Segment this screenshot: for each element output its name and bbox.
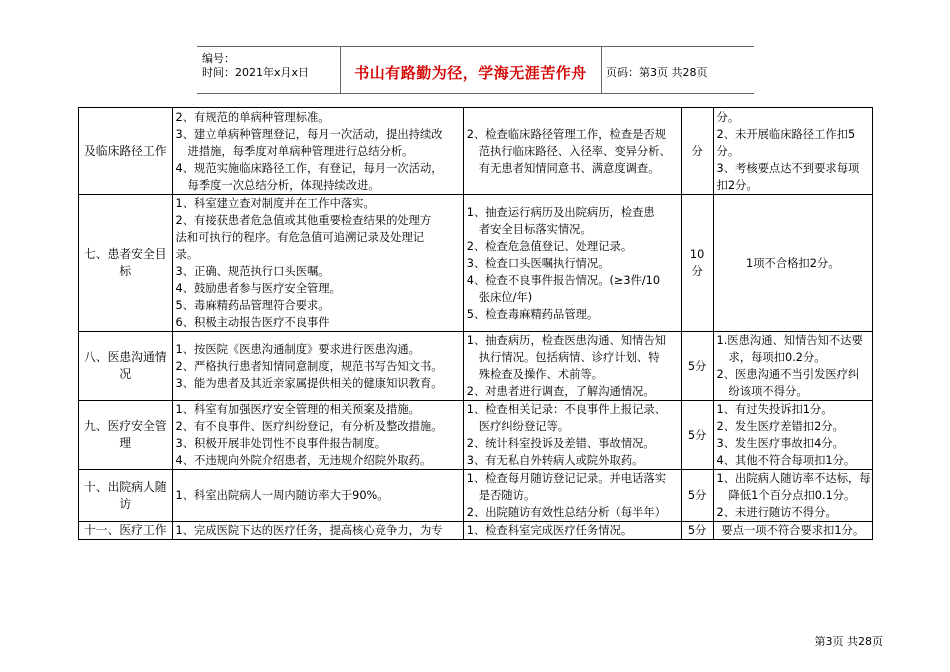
deduction-line: 1.医患沟通、知情告知不达要 bbox=[716, 334, 863, 347]
deduction-line: 1、有过失投诉扣1分。 bbox=[716, 403, 833, 416]
item-line: 七、患者安全目 bbox=[83, 247, 167, 261]
deduction-line: 扣2分。 bbox=[716, 178, 758, 192]
deduction-line: 1、出院病人随访率不达标，每 bbox=[716, 472, 871, 485]
method-line: 1、抽查运行病历及出院病历，检查患 bbox=[466, 205, 655, 219]
standard-line: 1、科室建立查对制度并在工作中落实。 bbox=[175, 197, 375, 210]
deduction-cell bbox=[713, 195, 872, 332]
method-line: 1、检查科室完成医疗任务情况。 bbox=[466, 524, 633, 537]
deduction-line: 3、发生医疗事故扣4分。 bbox=[716, 437, 844, 450]
method-line: 执行情况。包括病情、诊疗计划、特 bbox=[478, 351, 660, 364]
page-footer: 第3页 共28页 bbox=[814, 635, 883, 648]
deduction-line: 纷该项不得分。 bbox=[728, 385, 808, 398]
standard-line: 1、科室出院病人一周内随访率大于90%。 bbox=[175, 489, 389, 502]
standard-cell bbox=[172, 522, 463, 540]
standard-line: 法和可执行的程序。有危急值可追溯记录及处理记 bbox=[175, 231, 425, 244]
standard-cell bbox=[172, 108, 463, 195]
standard-line: 每季度一次总结分析，体现持续改进。 bbox=[187, 178, 380, 192]
standard-line: 2、严格执行患者知情同意制度，规范书写告知文书。 bbox=[175, 359, 443, 373]
item-line: 八、医患沟通情 bbox=[83, 350, 167, 364]
standard-line: 4、鼓励患者参与医疗安全管理。 bbox=[175, 282, 341, 295]
score-line: 分 bbox=[691, 265, 703, 278]
assessment-table-body bbox=[79, 108, 873, 540]
method-line: 5、检查毒麻精药品管理。 bbox=[466, 307, 599, 321]
method-line: 殊检查及操作、术前等。 bbox=[478, 368, 604, 381]
score-cell bbox=[681, 470, 713, 522]
deduction-cell bbox=[713, 470, 872, 522]
standard-line: 2、有规范的单病种管理标准。 bbox=[175, 110, 330, 124]
score-cell bbox=[681, 522, 713, 540]
item-line: 理 bbox=[119, 436, 132, 450]
standard-line: 1、完成医院下达的医疗任务，提高核心竞争力，为专 bbox=[175, 524, 443, 537]
deduction-line: 降低1个百分点扣0.1分。 bbox=[728, 489, 856, 502]
assessment-table bbox=[78, 107, 873, 540]
method-cell bbox=[463, 401, 681, 470]
method-line: 有无患者知情同意书、满意度调查。 bbox=[478, 161, 660, 175]
deduction-line: 求，每项扣0.2分。 bbox=[728, 351, 826, 364]
item-cell bbox=[79, 195, 173, 332]
score-cell bbox=[681, 401, 713, 470]
standard-line: 2、有接获患者危急值或其他重要检查结果的处理方 bbox=[175, 214, 432, 227]
score-cell bbox=[681, 332, 713, 401]
standard-line: 3、能为患者及其近亲家属提供相关的健康知识教育。 bbox=[175, 376, 443, 390]
method-line: 2、出院随访有效性总结分析（每半年） bbox=[466, 506, 667, 519]
standard-cell bbox=[172, 195, 463, 332]
method-line: 医疗纠纷登记等。 bbox=[478, 420, 570, 433]
standard-line: 3、积极开展非处罚性不良事件报告制度。 bbox=[175, 437, 387, 450]
standard-line: 5、毒麻精药品管理符合要求。 bbox=[175, 299, 330, 312]
standard-line: 1、科室有加强医疗安全管理的相关预案及措施。 bbox=[175, 403, 420, 416]
standard-cell bbox=[172, 401, 463, 470]
header-meta bbox=[197, 47, 341, 93]
item-line: 标 bbox=[119, 264, 132, 278]
item-cell bbox=[79, 470, 173, 522]
method-line: 1、抽查病历，检查医患沟通、知情告知 bbox=[466, 334, 667, 347]
method-line: 2、对患者进行调查，了解沟通情况。 bbox=[466, 385, 655, 398]
method-line: 2、检查临床路径管理工作，检查是否规 bbox=[466, 127, 667, 141]
deduction-line: 2、未进行随访不得分。 bbox=[716, 506, 837, 519]
standard-line: 4、规范实施临床路径工作，有登记，每月一次活动， bbox=[175, 161, 443, 175]
method-line: 3、检查口头医嘱执行情况。 bbox=[466, 256, 610, 270]
method-line: 范执行临床路径、入径率、变异分析、 bbox=[478, 144, 671, 158]
deduction-cell bbox=[713, 332, 872, 401]
table-row bbox=[79, 401, 873, 470]
method-cell bbox=[463, 522, 681, 540]
score-cell bbox=[681, 108, 713, 195]
score-line: 5分 bbox=[687, 359, 707, 373]
method-line: 3、有无私自外转病人或院外取药。 bbox=[466, 454, 644, 467]
item-cell bbox=[79, 332, 173, 401]
method-cell bbox=[463, 108, 681, 195]
deduction-line: 1项不合格扣2分。 bbox=[746, 256, 840, 270]
deduction-line: 分。 bbox=[716, 144, 740, 158]
standard-line: 2、有不良事件、医疗纠纷登记，有分析及整改措施。 bbox=[175, 420, 443, 433]
method-line: 是否随访。 bbox=[478, 489, 536, 502]
deduction-line: 3、考核要点达不到要求每项 bbox=[716, 161, 860, 175]
motto-text: 书山有路勤为径，学海无涯苦作舟 bbox=[354, 64, 587, 82]
standard-line: 3、建立单病种管理登记，每月一次活动，提出持续改 bbox=[175, 127, 443, 141]
score-line: 5分 bbox=[687, 428, 707, 442]
method-line: 者安全目标落实情况。 bbox=[478, 222, 592, 236]
deduction-line: 4、其他不符合每项扣1分。 bbox=[716, 454, 856, 467]
item-line: 十、出院病人随 bbox=[83, 479, 167, 494]
deduction-cell bbox=[713, 108, 872, 195]
standard-line: 3、正确、规范执行口头医嘱。 bbox=[175, 265, 330, 278]
method-line: 2、统计科室投诉及差错、事故情况。 bbox=[466, 437, 655, 450]
score-line: 分 bbox=[691, 144, 703, 158]
deduction-line: 2、医患沟通不当引发医疗纠 bbox=[716, 368, 860, 381]
table-row bbox=[79, 195, 873, 332]
standard-line: 进措施，每季度对单病种管理进行总结分析。 bbox=[187, 144, 414, 158]
table-row bbox=[79, 470, 873, 522]
standard-cell bbox=[172, 332, 463, 401]
item-line: 况 bbox=[119, 367, 132, 381]
standard-line: 录。 bbox=[175, 248, 199, 261]
standard-line: 1、按医院《医患沟通制度》要求进行医患沟通。 bbox=[175, 342, 420, 356]
deduction-cell bbox=[713, 401, 872, 470]
method-line: 1、检查相关记录：不良事件上报记录、 bbox=[466, 403, 667, 416]
table-row bbox=[79, 522, 873, 540]
standard-line: 4、不违规向外院介绍患者，无违规介绍院外取药。 bbox=[175, 454, 432, 467]
deduction-line: 2、发生医疗差错扣2分。 bbox=[716, 420, 844, 433]
header-motto-box bbox=[340, 47, 602, 93]
method-cell bbox=[463, 470, 681, 522]
code-label: 编号： bbox=[202, 52, 235, 65]
header-page-box bbox=[602, 47, 754, 93]
deduction-line: 2、未开展临床路径工作扣5 bbox=[716, 127, 856, 141]
method-line: 张床位/年) bbox=[478, 290, 533, 304]
method-cell bbox=[463, 332, 681, 401]
standard-cell bbox=[172, 470, 463, 522]
method-line: 2、检查危急值登记、处理记录。 bbox=[466, 239, 633, 253]
method-cell bbox=[463, 195, 681, 332]
item-cell bbox=[79, 401, 173, 470]
item-cell bbox=[79, 108, 173, 195]
page-header bbox=[197, 46, 754, 94]
table-row bbox=[79, 108, 873, 195]
score-line: 10 bbox=[689, 248, 705, 261]
standard-line: 6、积极主动报告医疗不良事件 bbox=[175, 316, 330, 329]
item-line: 及临床路径工作 bbox=[83, 143, 167, 158]
deduction-line: 分。 bbox=[716, 110, 740, 124]
score-line: 5分 bbox=[687, 524, 707, 537]
method-line: 1、检查每月随访登记记录。并电话落实 bbox=[466, 472, 667, 485]
score-line: 5分 bbox=[687, 489, 707, 502]
score-cell bbox=[681, 195, 713, 332]
deduction-line: 要点一项不符合要求扣1分。 bbox=[721, 524, 865, 537]
time-label: 时间：2021年x月x日 bbox=[202, 66, 310, 79]
item-line: 十一、医疗工作 bbox=[83, 523, 167, 537]
item-cell bbox=[79, 522, 173, 540]
item-line: 九、医疗安全管 bbox=[83, 419, 167, 433]
deduction-cell bbox=[713, 522, 872, 540]
table-row bbox=[79, 332, 873, 401]
page-number-label: 页码：第3页 共28页 bbox=[606, 66, 708, 79]
item-line: 访 bbox=[119, 496, 132, 511]
method-line: 4、检查不良事件报告情况。(≥3件/10 bbox=[466, 273, 661, 287]
